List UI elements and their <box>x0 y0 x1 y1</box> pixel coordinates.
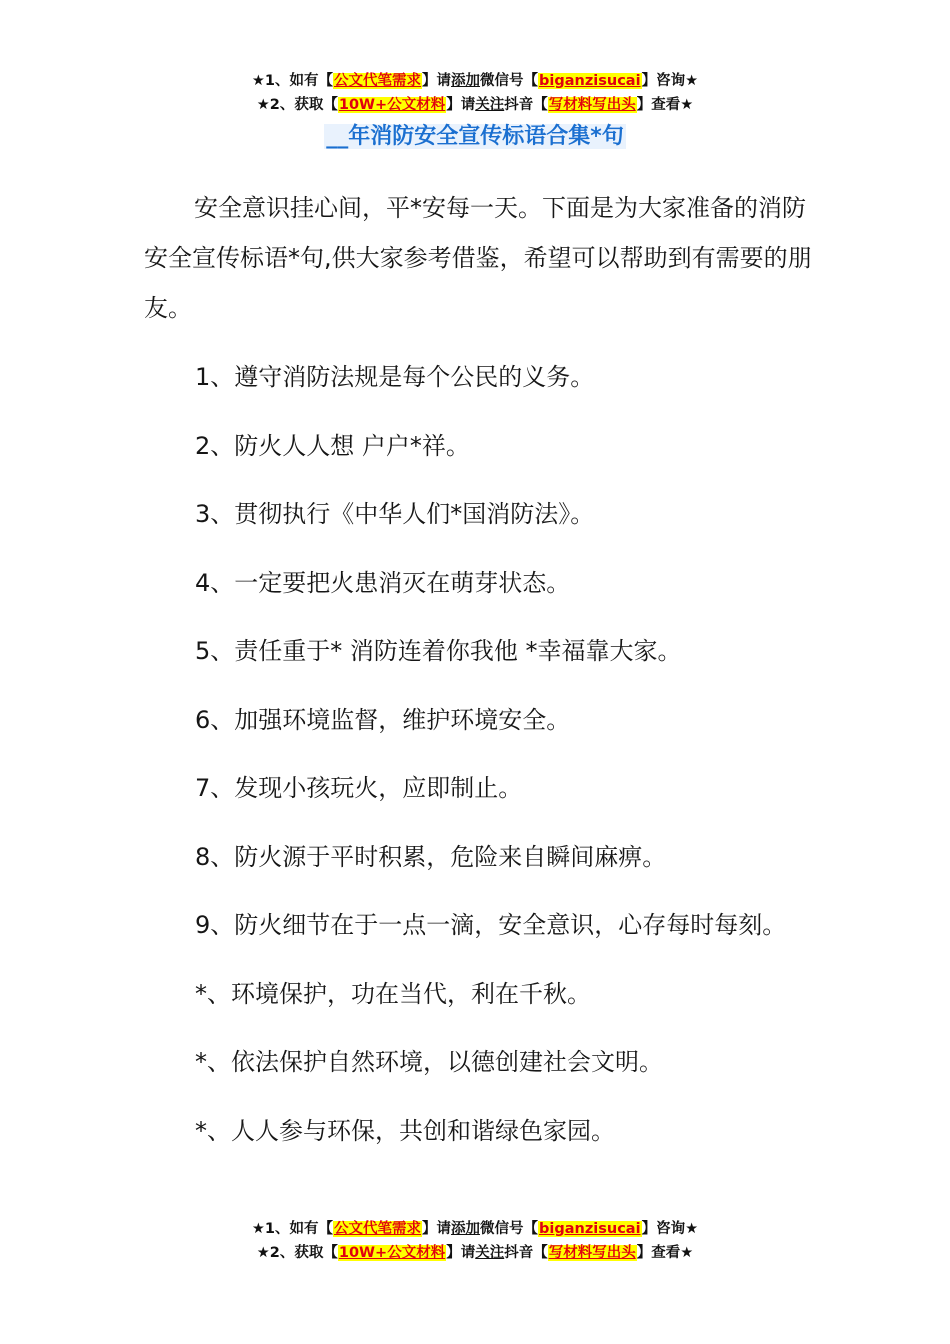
promo-line-2 <box>0 1241 950 1265</box>
slogan-item: 6、加强环境监督，维护环境安全。 <box>195 705 571 734</box>
slogan-item: 7、发现小孩玩火，应即制止。 <box>195 774 523 802</box>
promo-banner-top <box>0 69 950 117</box>
promo-underlined: 添加 <box>451 73 481 89</box>
wechat-id: biganzisucai <box>539 73 641 89</box>
promo-text: ★1、如有【 <box>251 1221 334 1237</box>
promo-highlight: 10W+公文材料 <box>338 97 446 113</box>
promo-text: 】请 <box>422 73 452 89</box>
slogan-item: 4、一定要把火患消灭在萌芽状态。 <box>195 568 571 597</box>
slogan-item: 8、防火源于平时积累，危险来自瞬间麻痹。 <box>195 842 667 871</box>
promo-text: ★2、获取【 <box>256 97 338 113</box>
promo-text: 微信号【 <box>480 73 539 89</box>
slogan-list <box>195 349 895 1171</box>
promo-underlined: 关注 <box>475 97 505 113</box>
promo-text: 】请 <box>446 1245 476 1261</box>
douyin-account: 写材料写出头 <box>548 1245 636 1261</box>
promo-line-1 <box>0 1217 950 1241</box>
douyin-account: 写材料写出头 <box>548 97 636 113</box>
promo-text: 】查看★ <box>636 1245 694 1261</box>
slogan-item: 5、责任重于* 消防连着你我他 *幸福靠大家。 <box>195 637 682 665</box>
intro-paragraph: 安全意识挂心间，平*安每一天。下面是为大家准备的消防安全宣传标语*句,供大家参考借鉴，希望可以帮助到有需要的朋友。 <box>144 194 812 322</box>
slogan-item: *、环境保护，功在当代，利在千秋。 <box>195 979 591 1008</box>
promo-underlined: 添加 <box>451 1221 481 1237</box>
wechat-id: biganzisucai <box>539 1221 641 1237</box>
slogan-item: 3、贯彻执行《中华人们*国消防法》。 <box>195 500 595 528</box>
promo-highlight: 公文代笔需求 <box>334 1221 422 1237</box>
promo-underlined: 关注 <box>475 1245 505 1261</box>
promo-text: 抖音【 <box>504 97 548 113</box>
slogan-item: *、依法保护自然环境，以德创建社会文明。 <box>195 1048 663 1076</box>
promo-text: 】咨询★ <box>641 1221 699 1237</box>
promo-text: 】咨询★ <box>641 73 699 89</box>
promo-highlight: 公文代笔需求 <box>334 73 422 89</box>
promo-banner-bottom <box>0 1217 950 1265</box>
slogan-item: 2、防火人人想 户户*祥。 <box>195 431 470 460</box>
slogan-item: 9、防火细节在于一点一滴，安全意识，心存每时每刻。 <box>195 911 787 939</box>
promo-text: ★2、获取【 <box>256 1245 338 1261</box>
promo-text: 】查看★ <box>636 97 694 113</box>
promo-highlight: 10W+公文材料 <box>338 1245 446 1261</box>
promo-text: 】请 <box>422 1221 452 1237</box>
promo-text: 】请 <box>446 97 476 113</box>
slogan-item: *、人人参与环保，共创和谐绿色家园。 <box>195 1116 615 1145</box>
slogan-item: 1、遵守消防法规是每个公民的义务。 <box>195 363 595 391</box>
promo-line-2 <box>0 93 950 117</box>
promo-text: 微信号【 <box>480 1221 539 1237</box>
promo-line-1 <box>0 69 950 93</box>
promo-text: 抖音【 <box>504 1245 548 1261</box>
document-title-text: __年消防安全宣传标语合集*句 <box>326 124 624 149</box>
document-title <box>0 119 950 155</box>
promo-text: ★1、如有【 <box>251 73 334 89</box>
